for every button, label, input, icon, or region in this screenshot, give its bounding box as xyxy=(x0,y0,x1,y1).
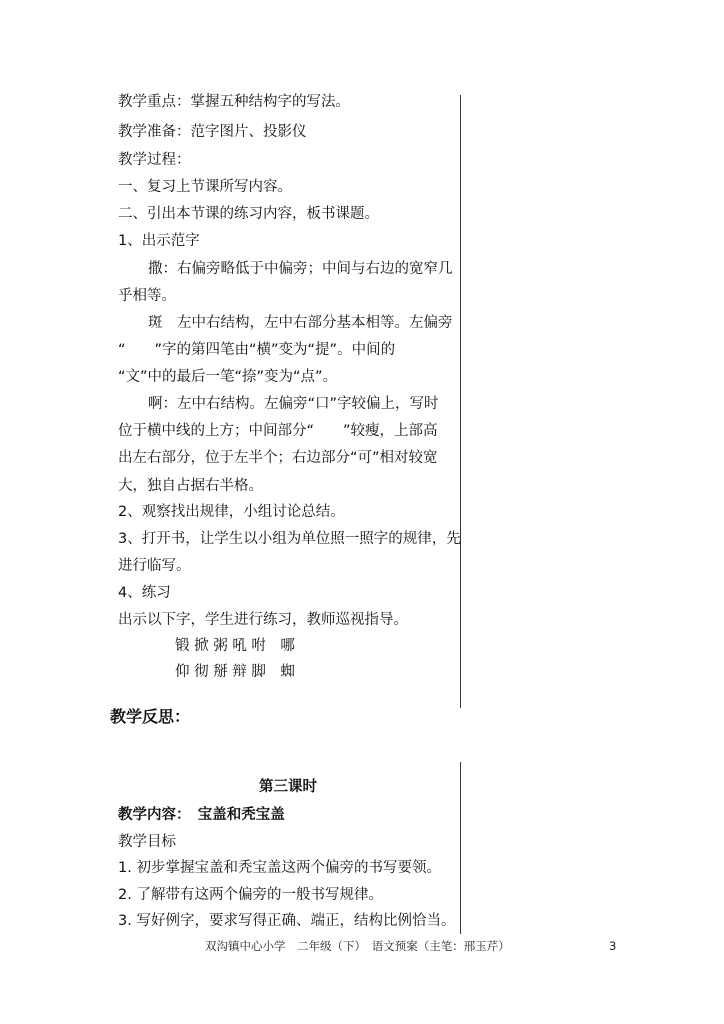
step-observe: 2、观察找出规律，小组讨论总结。 xyxy=(118,504,345,520)
practice-chars-row1: 锻 掀 粥 吼 咐 哪 xyxy=(175,638,295,654)
example-a-line4: 大，独自占据右半格。 xyxy=(118,478,263,494)
example-a-line3: 出左右部分，位于左半个；右边部分“可”相对较宽 xyxy=(118,450,438,466)
goal-2: 2. 了解带有这两个偏旁的一般书写规律。 xyxy=(118,887,383,903)
table-border-top xyxy=(460,95,461,708)
lesson-content: 教学内容： 宝盖和秃宝盖 xyxy=(118,807,285,823)
goal-1: 1. 初步掌握宝盖和秃宝盖这两个偏旁的书写要领。 xyxy=(118,860,441,876)
goal-3: 3. 写好例字，要求写得正确、端正，结构比例恰当。 xyxy=(118,913,456,929)
example-sa-line2: 乎相等。 xyxy=(118,288,176,304)
example-a-line2: 位于横中线的上方；中间部分“ ”较瘦，上部高 xyxy=(118,423,438,439)
step-open-book-line2: 进行临写。 xyxy=(118,558,191,574)
example-ban-line2: “ ”字的第四笔由“横”变为“提”。中间的 xyxy=(118,342,396,358)
example-ban-line3: “文”中的最后一笔“捺”变为“点”。 xyxy=(118,369,338,385)
teaching-reflection: 教学反思： xyxy=(110,707,191,726)
step-open-book-line1: 3、打开书，让学生以小组为单位照一照字的规律，先 xyxy=(118,531,461,547)
teaching-prep: 教学准备：范字图片、投影仪 xyxy=(118,124,307,140)
example-sa-line1: 撒：右偏旁略低于中偏旁；中间与右边的宽窄几 xyxy=(148,261,453,277)
step-introduce: 二、引出本节课的练习内容，板书课题。 xyxy=(118,206,379,222)
step-review: 一、复习上节课所写内容。 xyxy=(118,179,292,195)
teaching-process: 教学过程： xyxy=(118,152,191,168)
practice-chars-row2: 仰 彻 掰 辩 脚 蜘 xyxy=(175,664,295,680)
lesson-title: 第三课时 xyxy=(259,779,317,795)
teaching-focus: 教学重点：掌握五种结构字的写法。 xyxy=(118,94,350,110)
example-ban-line1: 斑 左中右结构，左中右部分基本相等。左偏旁 xyxy=(148,315,453,331)
step-practice-desc: 出示以下字，学生进行练习，教师巡视指导。 xyxy=(118,612,408,628)
step-practice: 4、练习 xyxy=(118,585,171,601)
lesson-goals: 教学目标 xyxy=(118,834,176,850)
table-border-bottom xyxy=(460,762,461,934)
example-a-line1: 啊：左中右结构。左偏旁“口”字较偏上，写时 xyxy=(148,396,439,412)
page-number: 3 xyxy=(609,939,617,953)
page-footer: 双沟镇中心小学 二年级（下） 语文预案（主笔：邢玉芹） xyxy=(205,939,510,953)
step-show-examples: 1、出示范字 xyxy=(118,233,200,249)
